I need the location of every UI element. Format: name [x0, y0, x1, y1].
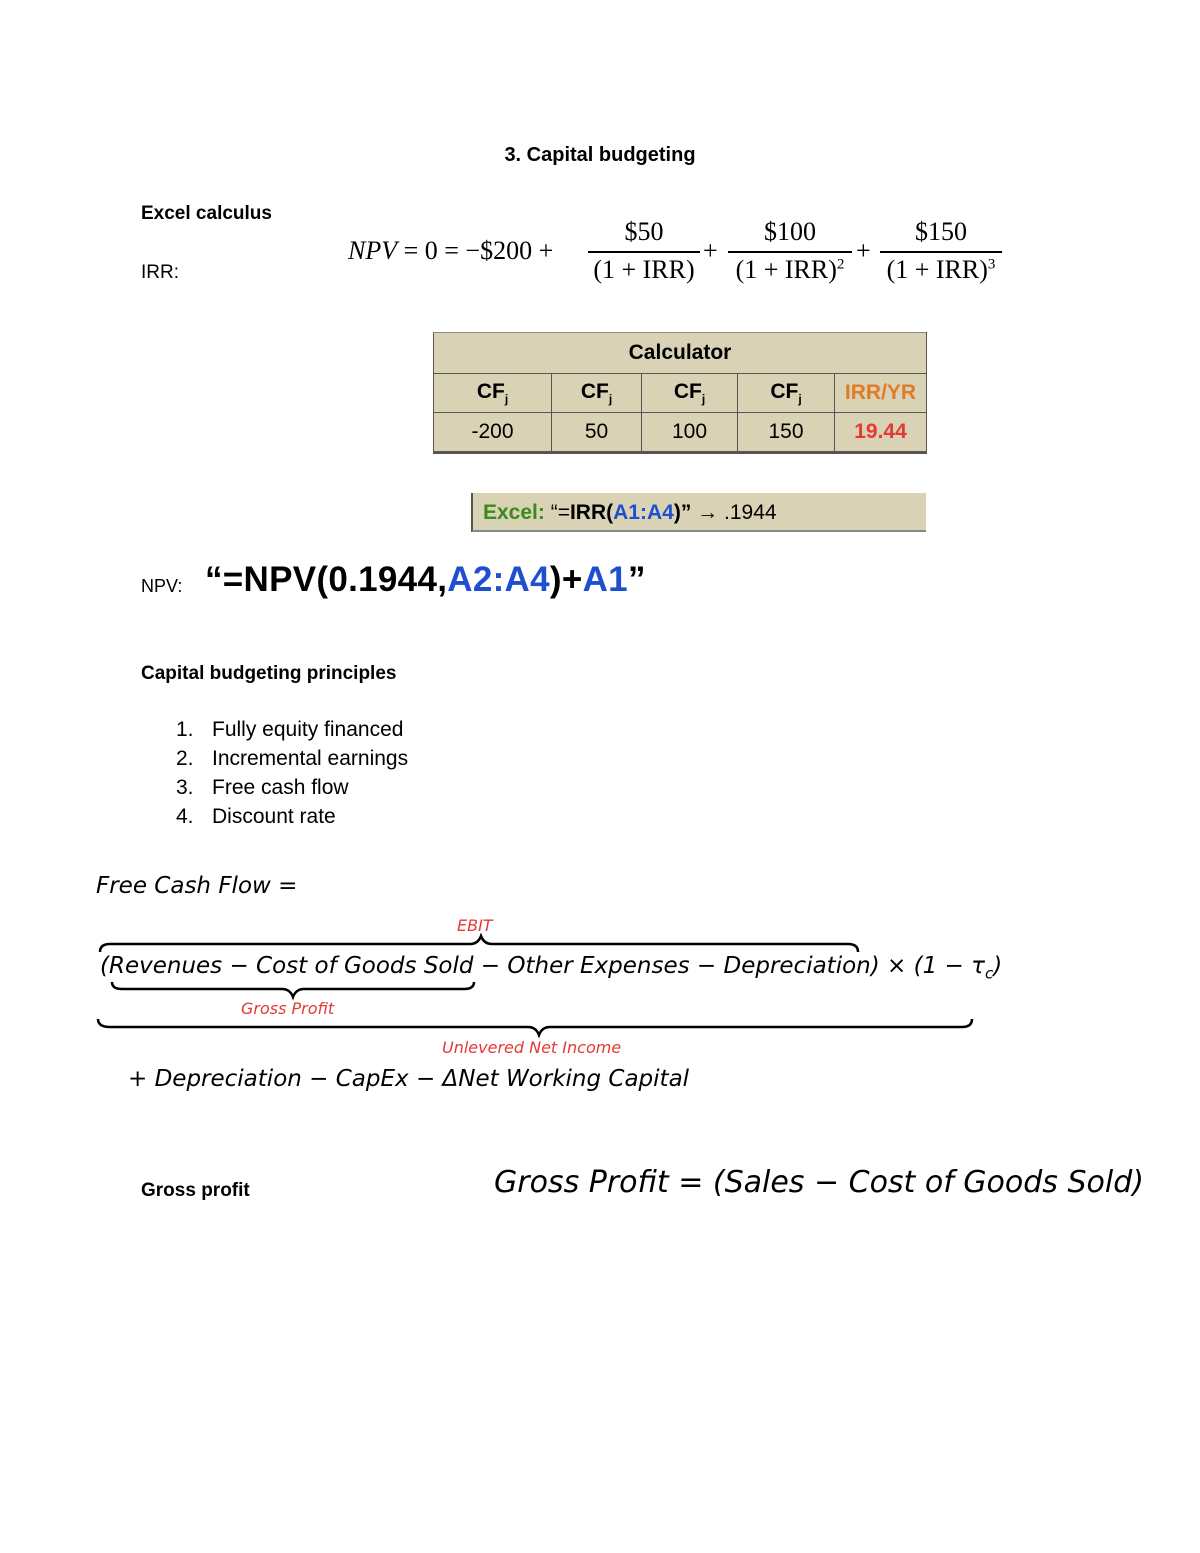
- irr-label: IRR:: [141, 262, 179, 283]
- list-item: 2. Incremental earnings: [176, 747, 409, 770]
- excel-prefix: Excel:: [483, 501, 545, 524]
- fcf-second-line: + Depreciation − CapEx − ΔNet Working Capital: [128, 1066, 690, 1092]
- gross-profit-underbrace: [112, 982, 474, 997]
- npv-cell: A1: [582, 560, 628, 599]
- cf-value: -200: [434, 413, 552, 453]
- cf-header: $CF_j$: [642, 374, 738, 413]
- npv-range: A2:A4: [447, 560, 550, 599]
- page-title: 3. Capital budgeting: [504, 144, 696, 166]
- list-item: 3. Free cash flow: [176, 776, 349, 799]
- calculator-caption: Calculator: [434, 333, 927, 374]
- npv-label: NPV:: [141, 576, 183, 596]
- irr-result: 19.44: [835, 413, 927, 453]
- ebit-overbrace: [100, 936, 858, 952]
- gross-profit-equation: Gross Profit = (Sales − Cost of Goods Sold): [494, 1165, 1144, 1200]
- excel-result: .1944: [724, 501, 777, 524]
- principles-heading: Capital budgeting principles: [141, 663, 397, 684]
- cf-header: $CF_j$: [738, 374, 835, 413]
- equation-lhs-rest: = 0 = −$200 +: [397, 236, 554, 265]
- gross-profit-label-left: Gross profit: [141, 1180, 250, 1201]
- cf-header: $CF_j$: [434, 374, 552, 413]
- excel-range: A1:A4: [613, 501, 674, 524]
- fraction-term-3: $150 (1 + IRR)$^3$: [880, 217, 1002, 285]
- cf-value: 150: [738, 413, 835, 453]
- fraction-term-1: $50 (1 + IRR): [588, 217, 700, 285]
- plus-sign: +: [856, 236, 871, 265]
- excel-calculus-label: Excel calculus: [141, 203, 272, 224]
- irr-yr-header: IRR/YR: [835, 374, 927, 413]
- arrow-icon: →: [691, 501, 724, 524]
- unlevered-underbrace: [98, 1019, 972, 1035]
- fcf-lhs: Free Cash Flow =: [96, 873, 298, 899]
- gross-profit-label: Gross Profit: [241, 999, 335, 1018]
- plus-sign: +: [703, 236, 718, 265]
- cf-header: $CF_j$: [552, 374, 642, 413]
- fraction-term-2: $100 (1 + IRR)$^2$: [728, 217, 852, 285]
- cf-value: 50: [552, 413, 642, 453]
- list-item: 4. Discount rate: [176, 805, 336, 828]
- fcf-main-line: (Revenues − Cost of Goods Sold − Other Expenses − Depreciation) × $(1 - \tau_c)$: [100, 953, 1003, 983]
- npv-symbol: NPV: [348, 236, 398, 265]
- list-item: 1. Fully equity financed: [176, 718, 404, 741]
- excel-irr-box: Excel: “=IRR(A1:A4)” → .1944: [471, 493, 926, 532]
- unlevered-net-income-label: Unlevered Net Income: [442, 1038, 622, 1057]
- ebit-label: EBIT: [457, 916, 493, 935]
- cf-value: 100: [642, 413, 738, 453]
- npv-formula: “=NPV(0.1944,A2:A4)+A1”: [205, 560, 646, 599]
